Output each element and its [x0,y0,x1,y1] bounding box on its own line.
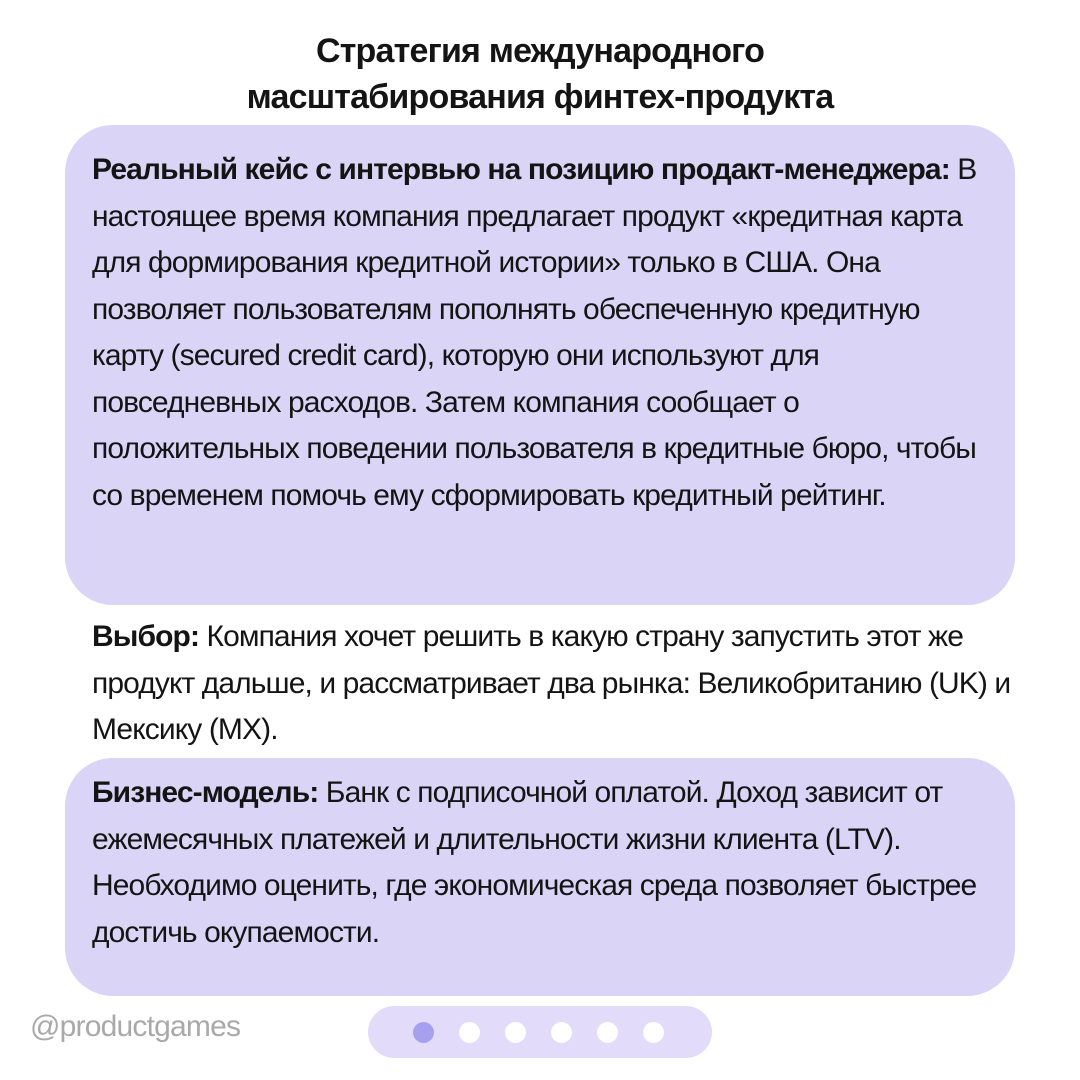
title-line: Стратегия международного [315,32,765,70]
business-text: Банк с подписочной оплатой. Доход зависит от ежемесячных платежей и длительности жизни клиента (LTV). Необходимо оценить, где экономическая среда позволяет быстрее достичь окупаемости. [92,776,977,949]
page-dot-2[interactable] [459,1022,480,1043]
case-text: В настоящее время компания предлагает продукт «кредитная карта для формирования кредитной истории» только в США. Она позволяет пользователям пополнять обеспеченную кредитную карту (secured credit card), которую они используют для повседневных расходов. Затем компания сообщает о положительных поведении пользователя в кредитные бюро, чтобы со временем помочь ему сформировать кредитный рейтинг. [92,153,977,512]
business-model-card [65,758,1015,996]
page-dot-6[interactable] [643,1022,664,1043]
page-dot-3[interactable] [505,1022,526,1043]
business-label: Бизнес-модель: [92,776,319,809]
case-card [65,125,1015,605]
page-dot-4[interactable] [551,1022,572,1043]
pagination-dots[interactable] [368,1006,712,1058]
choice-label: Выбор: [92,620,200,653]
watermark: @productgames [30,1010,241,1043]
title-line: масштабирования финтех-продукта [246,78,834,116]
page-dot-1[interactable] [413,1022,434,1043]
case-label: Реальный кейс с интервью на позицию продакт-менеджера: [92,153,950,186]
choice-paragraph [92,614,1022,754]
choice-text: Компания хочет решить в какую страну запустить этот же продукт дальше, и рассматривает два рынка: Великобританию (UK) и Мексику (MX). [92,620,1011,746]
page-dot-5[interactable] [597,1022,618,1043]
page-title [0,28,1080,120]
